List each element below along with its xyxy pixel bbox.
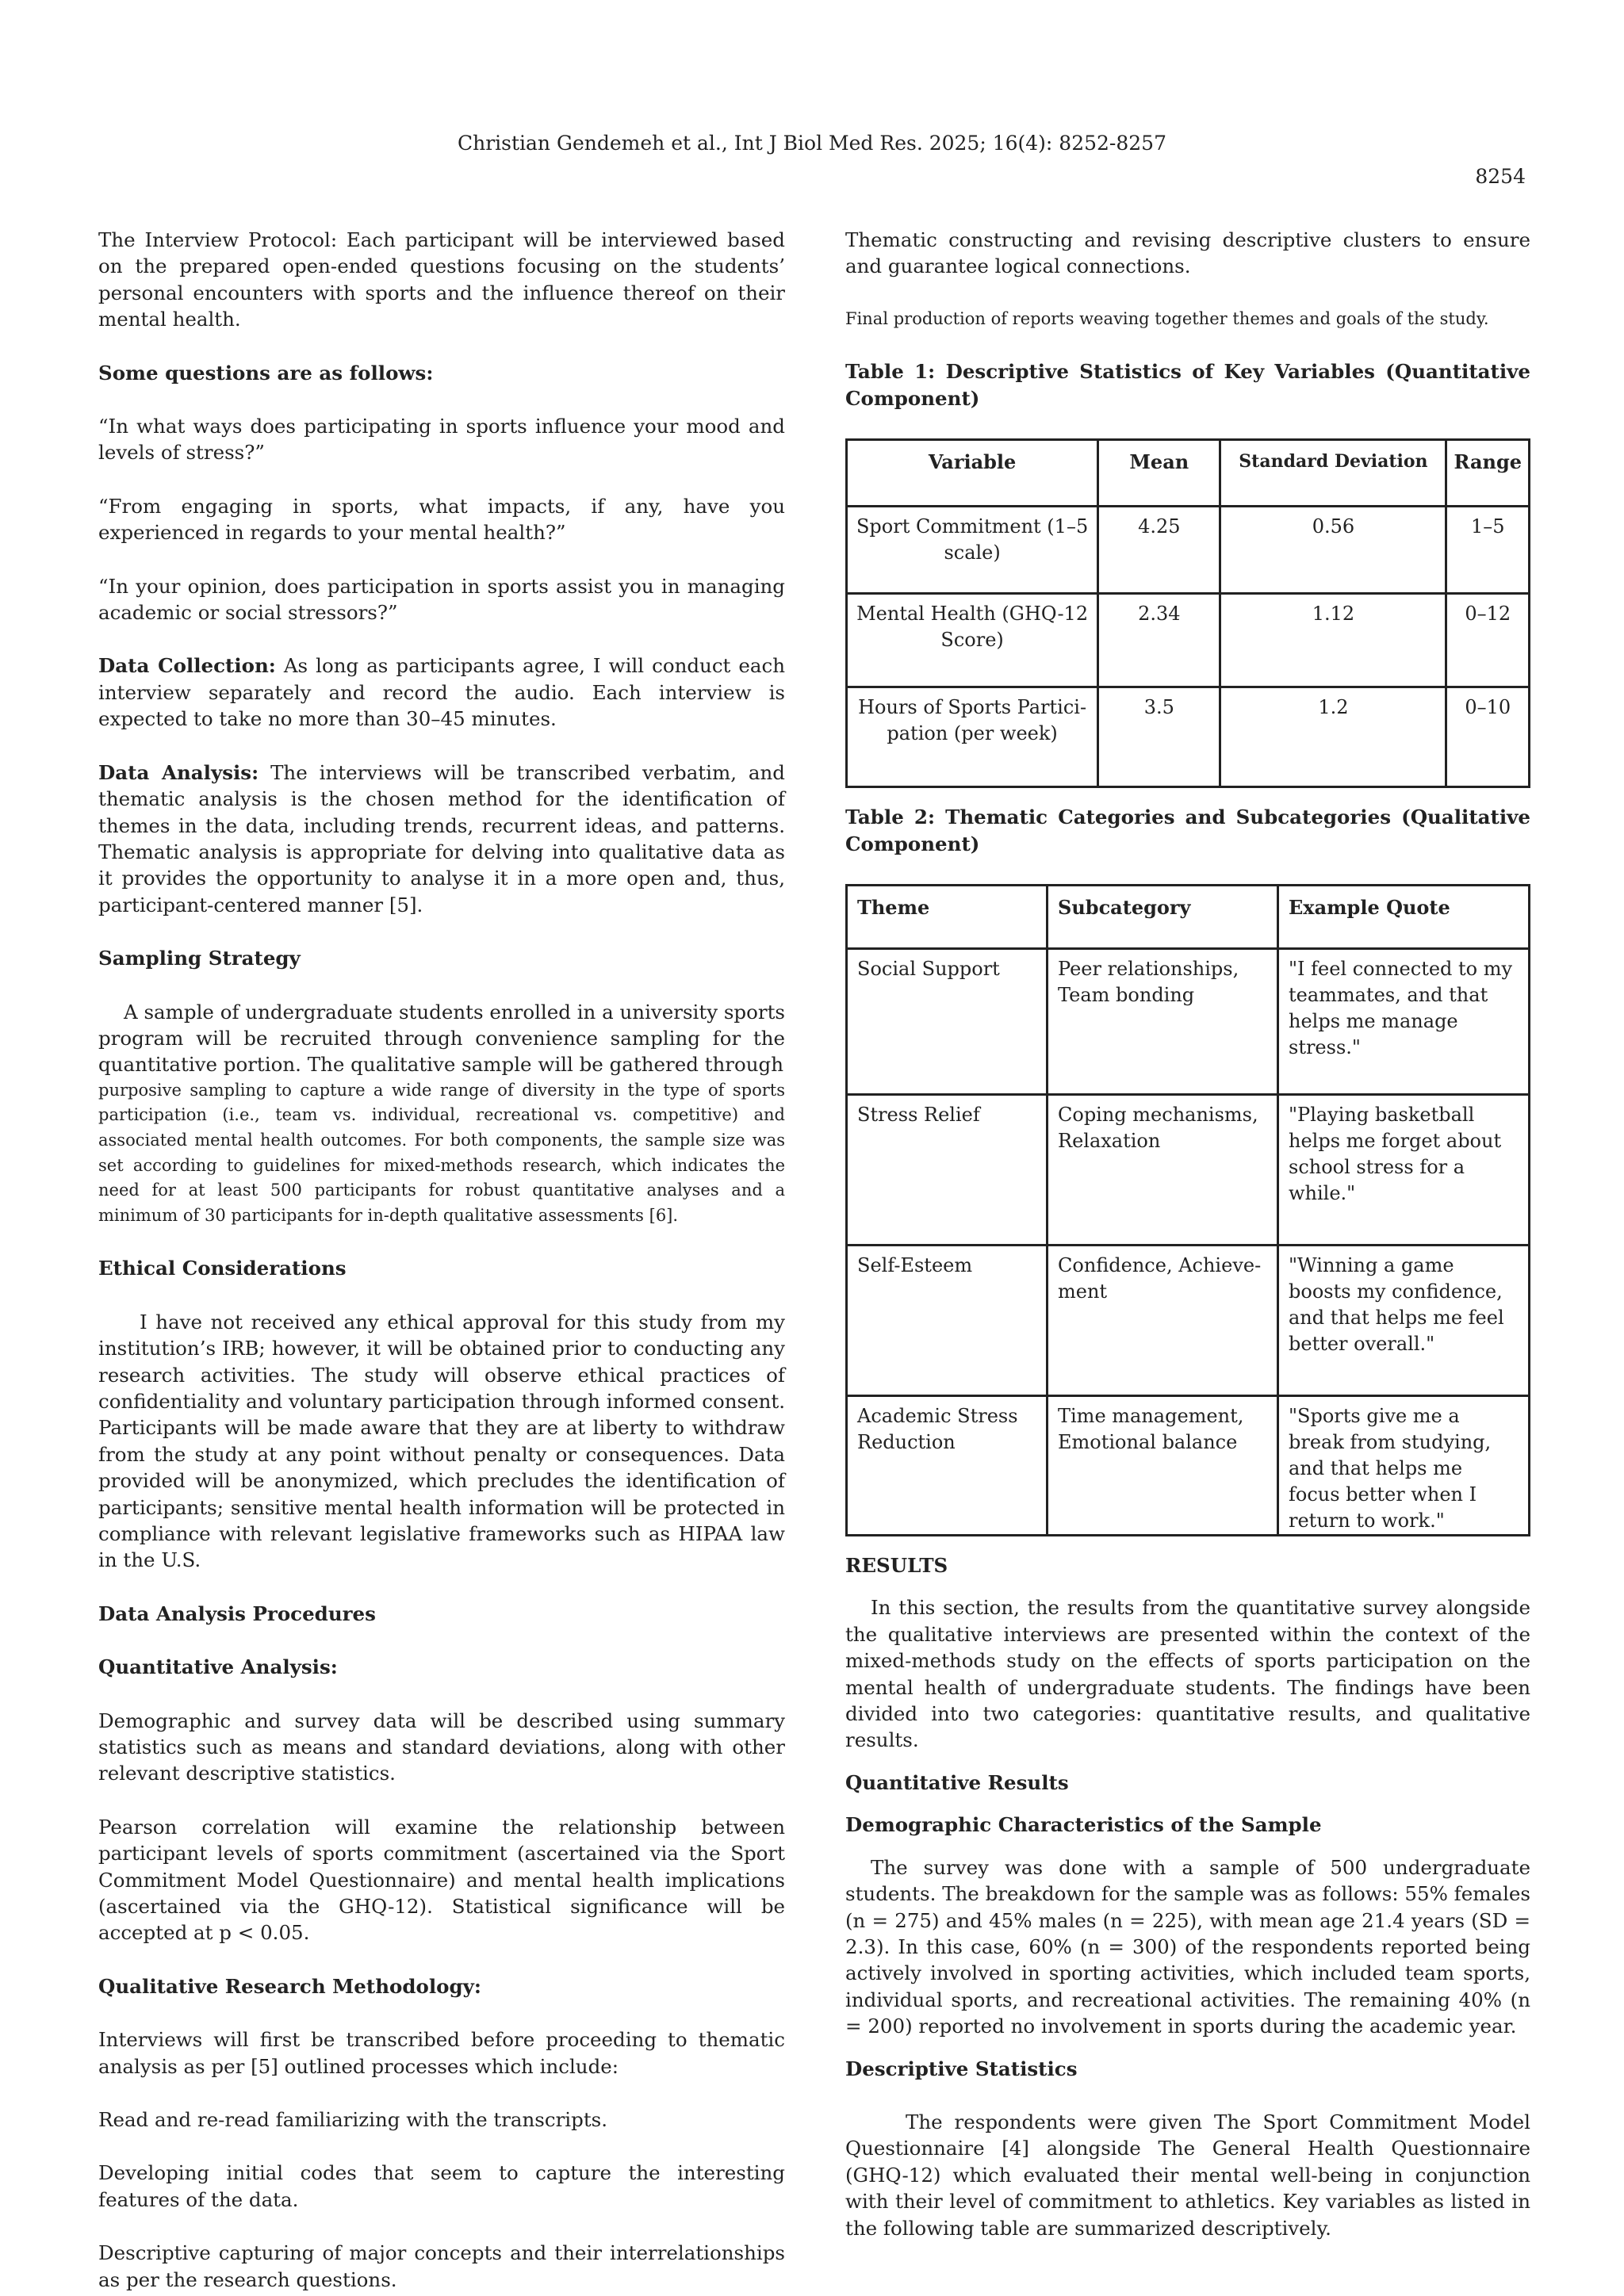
demographic-paragraph: The survey was done with a sample of 500 undergraduate students. The breakdown for the sample was as follows: 55% females (n = 275) and 45% males (n = 225), with mean age 21.4 years (SD = 2.3). In this case, 60% (n = 300) of the respondents reported being actively involved in sporting activities, which included team sports, individual sports, and recreational activities. The remaining 40% (n = 200) reported no involvement in sports during the academic year. (845, 1855, 1530, 2038)
quantitative-analysis-heading: Quantitative Analysis: (98, 1655, 338, 1679)
table-cell: Academic Stress Reduction (847, 1396, 1048, 1536)
table-cell: Self-Esteem (847, 1246, 1048, 1396)
table-cell: "Playing basketball helps me forget about school stress for a while." (1278, 1095, 1530, 1246)
ethical-heading: Ethical Considerations (98, 1257, 347, 1280)
quantitative-results-heading: Quantitative Results (845, 1770, 1069, 1794)
table-cell: "Winning a game boosts my confidence, and that helps me feel better overall." (1278, 1246, 1530, 1396)
table-cell: 1.2 (1220, 687, 1446, 787)
table-row (847, 1396, 1530, 1536)
table-cell: Sport Commitment (1–5 scale) (847, 507, 1098, 594)
table-2 (845, 884, 1530, 1536)
qualitative-paragraph-1: Interviews will first be transcribed before proceeding to thematic analysis as per [5] outlined processes which include: (98, 2028, 785, 2078)
results-paragraph: In this section, the results from the quantitative survey alongside the qualitative interviews are presented within the context of the mixed-methods study on the effects of sports participation on the mental health of undergraduate students. The findings have been divided into two categories: quantitative results, and qualitative results. (845, 1596, 1530, 1752)
qualitative-paragraph-2: Read and re-read familiarizing with the transcripts. (98, 2108, 608, 2132)
table-cell: "Sports give me a break from studying, and that helps me focus better when I return to work." (1278, 1396, 1530, 1536)
data-collection-text: As long as participants agree, I will conduct each interview separately and record the audio. Each interview is expected to take no more than 30–45 minutes. (98, 654, 785, 731)
qualitative-paragraph-3: Developing initial codes that seem to capture the interesting features of the data. (98, 2161, 785, 2211)
running-header: Christian Gendemeh et al., Int J Biol Med Res. 2025; 16(4): 8252-8257 (457, 132, 1166, 155)
table-cell: 3.5 (1098, 687, 1220, 787)
data-analysis-text: The interviews will be transcribed verbatim, and thematic analysis is the chosen method for the identification of themes in the data, including trends, recurrent ideas, and patterns. Thematic analysis is appropriate for delving into qualitative data as it provides the opportunity to analyse it in a more open and, thus, participant-centered manner [5]. (98, 760, 785, 916)
table-cell: 2.34 (1098, 594, 1220, 687)
left-column (98, 227, 785, 2293)
interview-protocol-paragraph: The Interview Protocol: Each participant will be interviewed based on the prepared open-ended questions focusing on the students’ personal encounters with sports and the influence thereof on their mental health. (98, 228, 785, 331)
descriptive-statistics-heading: Descriptive Statistics (845, 2057, 1078, 2080)
procedures-heading: Data Analysis Procedures (98, 1601, 376, 1625)
table-1-header-cell: Standard Deviation (1220, 440, 1446, 507)
table-1-header-cell: Mean (1098, 440, 1220, 507)
table-row (847, 594, 1530, 687)
page-number: 8254 (1475, 165, 1526, 188)
sampling-heading: Sampling Strategy (98, 947, 301, 970)
questions-heading: Some questions are as follows: (98, 361, 434, 385)
table-1-header-row (847, 440, 1530, 507)
thematic-paragraph: Thematic constructing and revising descriptive clusters to ensure and guarantee logical connections. (845, 228, 1530, 278)
table-cell: 0.56 (1220, 507, 1446, 594)
table-cell: Time management, Emotional balance (1048, 1396, 1278, 1536)
table-cell: 0–10 (1446, 687, 1530, 787)
table-1-caption: Table 1: Descriptive Statistics of Key Variables (Quantitative Component) (845, 360, 1530, 410)
table-row (847, 687, 1530, 787)
table-2-header-cell: Subcategory (1048, 886, 1278, 949)
table-2-header-row (847, 886, 1530, 949)
table-cell: 4.25 (1098, 507, 1220, 594)
table-cell: Hours of Sports Participation (per week) (847, 687, 1098, 787)
demographic-heading: Demographic Characteristics of the Sample (845, 1813, 1322, 1837)
results-heading: RESULTS (845, 1554, 948, 1578)
table-1-header-cell: Range (1446, 440, 1530, 507)
qualitative-paragraph-4: Descriptive capturing of major concepts and their interrelationships as per the research questions. (98, 2241, 785, 2291)
table-cell: Social Support (847, 949, 1048, 1095)
table-cell: 0–12 (1446, 594, 1530, 687)
table-2-header-cell: Theme (847, 886, 1048, 949)
question-2: “From engaging in sports, what impacts, if any, have you experienced in regards to your mental health?” (98, 494, 785, 545)
ethical-paragraph: I have not received any ethical approval for this study from my institution’s IRB; however, it will be obtained prior to conducting any research activities. The study will observe ethical practices of confidentiality and voluntary participation through informed consent. Participants will be made aware that they are at liberty to withdraw from the study at any point without penalty or consequences. Data provided will be anonymized, which precludes the identification of participants; sensitive mental health information will be protected in compliance with relevant legislative frameworks such as HIPAA law in the U.S. (98, 1310, 785, 1572)
table-cell: 1–5 (1446, 507, 1530, 594)
table-2-header-cell: Example Quote (1278, 886, 1530, 949)
question-3: “In your opinion, does participation in sports assist you in managing academic or social stressors?” (98, 574, 785, 625)
sampling-paragraph-2: purposive sampling to capture a wide range of diversity in the type of sports participation (i.e., team vs. individual, recreational vs. competitive) and associated mental health outcomes. For both components, the sample size was set according to guidelines for mixed-methods research, which indicates the need for at least 500 participants for robust quantitative analyses and a minimum of 30 participants for in-depth qualitative assessments [6]. (98, 1080, 785, 1225)
quantitative-paragraph-1: Demographic and survey data will be described using summary statistics such as means and standard deviations, along with other relevant descriptive statistics. (98, 1709, 785, 1785)
descriptive-paragraph: The respondents were given The Sport Commitment Model Questionnaire [4] alongside The General Health Questionnaire (GHQ-12) which evaluated their mental well-being in conjunction with their level of commitment to athletics. Key variables as listed in the following table are summarized descriptively. (845, 2110, 1530, 2240)
table-row (847, 1246, 1530, 1396)
table-row (847, 507, 1530, 594)
table-cell: 1.12 (1220, 594, 1446, 687)
quantitative-paragraph-2: Pearson correlation will examine the relationship between participant levels of sports commitment (ascertained via the Sport Commitment Model Questionnaire) and mental health implications (ascertained via the GHQ-12). Statistical significance will be accepted at p < 0.05. (98, 1815, 785, 1945)
table-2-caption: Table 2: Thematic Categories and Subcategories (Qualitative Component) (845, 806, 1530, 855)
right-column (845, 227, 1530, 2241)
table-cell: Confidence, Achievement (1048, 1246, 1278, 1396)
table-1 (845, 438, 1530, 788)
final-production-paragraph: Final production of reports weaving together themes and goals of the study. (845, 308, 1489, 328)
question-1: “In what ways does participating in sports influence your mood and levels of stress?” (98, 415, 785, 465)
sampling-paragraph-1: A sample of undergraduate students enrolled in a university sports program will be recruited through convenience sampling for the quantitative portion. The qualitative sample will be gathered through (98, 1000, 785, 1077)
table-cell: Mental Health (GHQ-12 Score) (847, 594, 1098, 687)
qualitative-methodology-heading: Qualitative Research Methodology: (98, 1974, 481, 1998)
data-collection-paragraph (98, 652, 785, 732)
table-row (847, 949, 1530, 1095)
table-1-header-cell: Variable (847, 440, 1098, 507)
table-cell: "I feel connected to my teammates, and that helps me manage stress." (1278, 949, 1530, 1095)
table-cell: Peer relationships, Team bonding (1048, 949, 1278, 1095)
table-row (847, 1095, 1530, 1246)
data-collection-label: Data Collection: (98, 654, 276, 678)
table-cell: Stress Relief (847, 1095, 1048, 1246)
table-cell: Coping mechanisms, Relaxation (1048, 1095, 1278, 1246)
data-analysis-label: Data Analysis: (98, 760, 259, 784)
data-analysis-paragraph (98, 760, 785, 918)
